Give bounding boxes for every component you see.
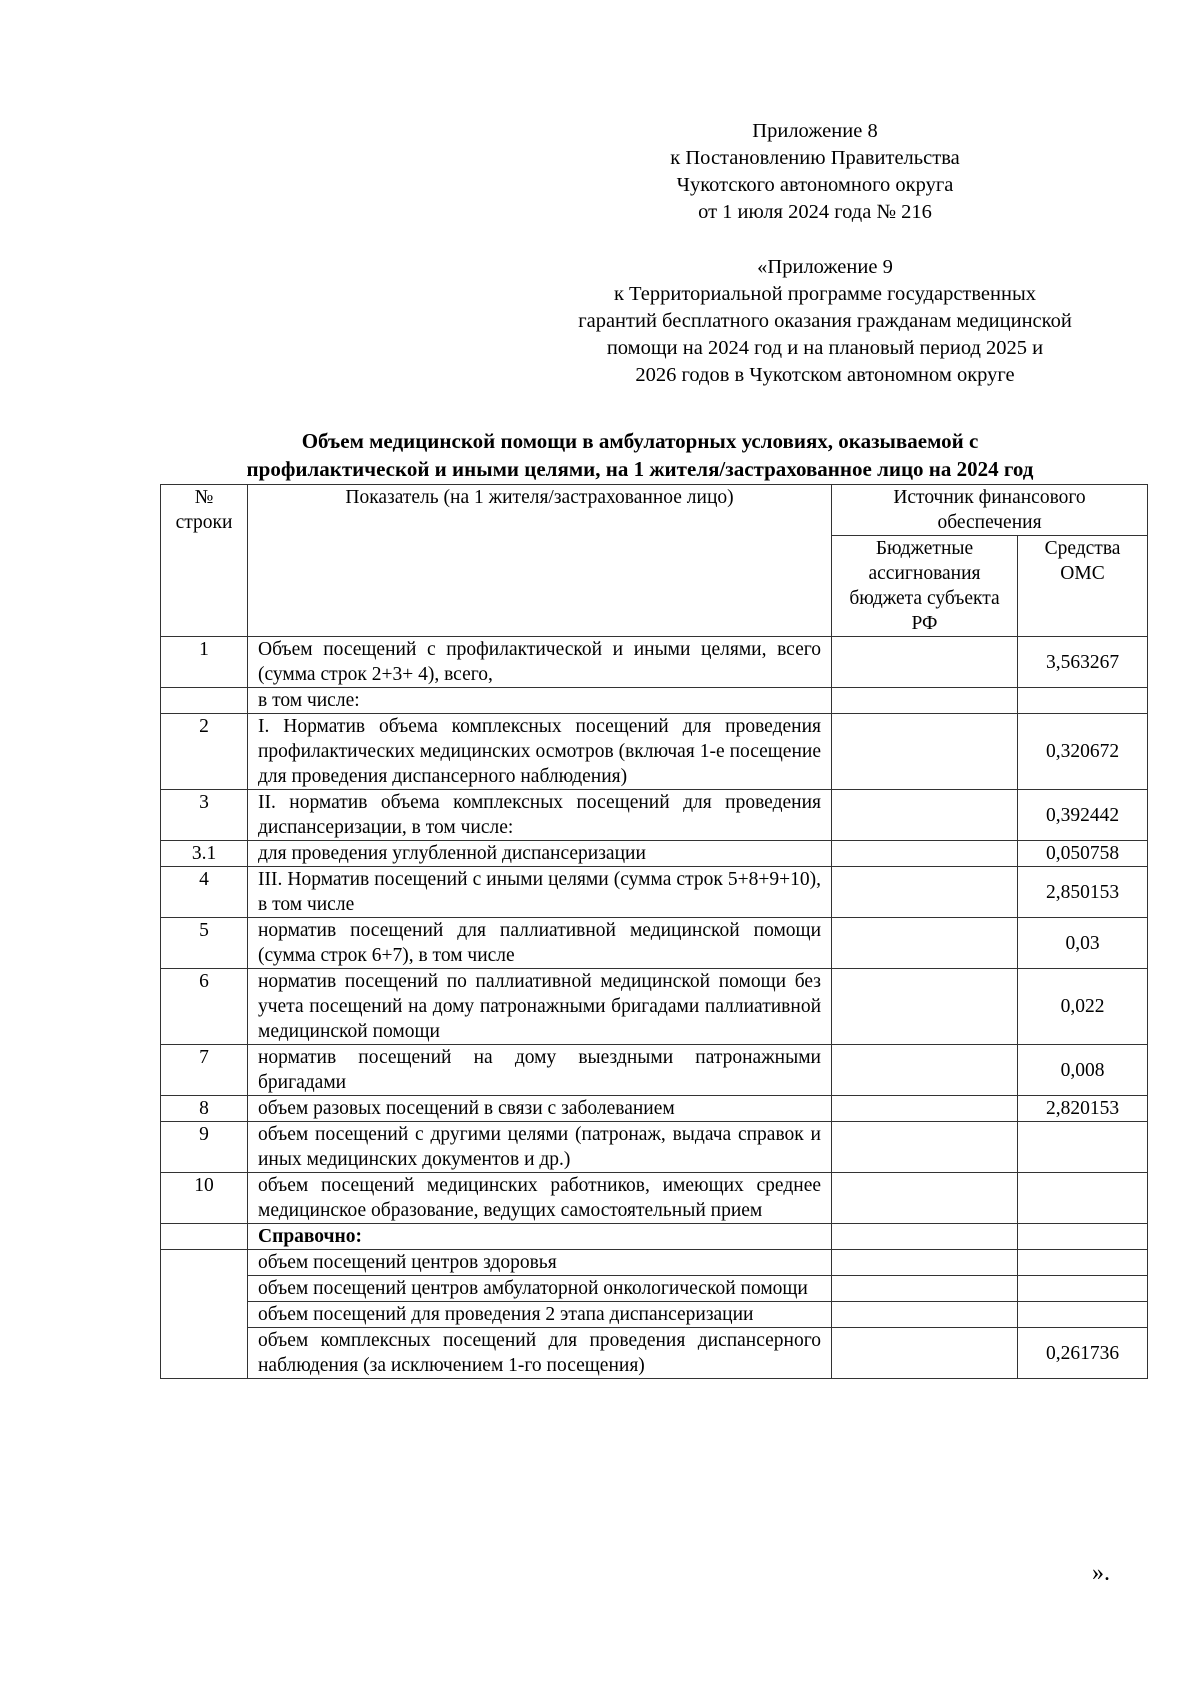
reference-indicator: объем посещений центров амбулаторной онкологической помощи xyxy=(248,1276,832,1302)
row-budget-value xyxy=(832,1096,1018,1122)
reference-oms-value xyxy=(1018,1276,1148,1302)
table-row xyxy=(161,714,1148,790)
row-indicator: объем посещений медицинских работников, имеющих среднее медицинское образование, ведущих самостоятельный прием xyxy=(248,1173,832,1224)
row-indicator: для проведения углубленной диспансеризации xyxy=(248,841,832,867)
row-number-empty xyxy=(161,1224,248,1250)
row-indicator: Объем посещений с профилактической и иными целями, всего (сумма строк 2+3+ 4), всего, xyxy=(248,637,832,688)
row-budget-value xyxy=(832,714,1018,790)
row-number: 5 xyxy=(161,918,248,969)
document-title xyxy=(160,427,1120,483)
row-oms-value xyxy=(1018,1173,1148,1224)
row-budget-value xyxy=(832,790,1018,841)
row-number: 1 xyxy=(161,637,248,688)
table-row xyxy=(161,790,1148,841)
row-number: 3.1 xyxy=(161,841,248,867)
row-budget-value xyxy=(832,867,1018,918)
table-row xyxy=(161,688,1148,714)
row-oms-value: 2,850153 xyxy=(1018,867,1148,918)
reference-indicator: объем посещений для проведения 2 этапа диспансеризации xyxy=(248,1302,832,1328)
closing-quote: ». xyxy=(1092,1560,1110,1586)
table-row xyxy=(161,1173,1148,1224)
row-indicator: норматив посещений для паллиативной медицинской помощи (сумма строк 6+7), в том числе xyxy=(248,918,832,969)
row-oms-value xyxy=(1018,1224,1148,1250)
row-budget-value xyxy=(832,969,1018,1045)
reference-oms-value xyxy=(1018,1250,1148,1276)
header-line: 2026 годов в Чукотском автономном округе xyxy=(635,364,1015,386)
row-indicator: норматив посещений по паллиативной медицинской помощи без учета посещений на дому патронажными бригадами паллиативной медицинской помощи xyxy=(248,969,832,1045)
header-row-number: № строки xyxy=(161,485,248,637)
header-line: Чукотского автономного округа xyxy=(676,174,954,196)
row-indicator: норматив посещений на дому выездными патронажными бригадами xyxy=(248,1045,832,1096)
row-number xyxy=(161,688,248,714)
reference-oms-value xyxy=(1018,1302,1148,1328)
reference-row xyxy=(161,1302,1148,1328)
row-budget-value xyxy=(832,637,1018,688)
reference-indicator: объем посещений центров здоровья xyxy=(248,1250,832,1276)
row-number: 6 xyxy=(161,969,248,1045)
row-indicator: I. Норматив объема комплексных посещений для проведения профилактических медицинских осмотров (включая 1-е посещение для проведения диспансерного наблюдения) xyxy=(248,714,832,790)
reference-row xyxy=(161,1250,1148,1276)
table-row xyxy=(161,918,1148,969)
title-line: Объем медицинской помощи в амбулаторных условиях, оказываемой с xyxy=(301,429,979,453)
row-budget-value xyxy=(832,1122,1018,1173)
row-indicator: III. Норматив посещений с иными целями (сумма строк 5+8+9+10), в том числе xyxy=(248,867,832,918)
row-oms-value xyxy=(1018,688,1148,714)
reference-budget-value xyxy=(832,1250,1018,1276)
header-line: «Приложение 9 xyxy=(757,256,893,278)
table-row xyxy=(161,1096,1148,1122)
header-line: гарантий бесплатного оказания гражданам медицинской xyxy=(578,310,1072,332)
row-number: 3 xyxy=(161,790,248,841)
table-row xyxy=(161,1045,1148,1096)
row-oms-value: 3,563267 xyxy=(1018,637,1148,688)
row-oms-value: 0,03 xyxy=(1018,918,1148,969)
row-number: 8 xyxy=(161,1096,248,1122)
row-indicator: объем разовых посещений в связи с заболеванием xyxy=(248,1096,832,1122)
row-indicator: в том числе: xyxy=(248,688,832,714)
reference-label-row xyxy=(161,1224,1148,1250)
reference-row xyxy=(161,1276,1148,1302)
row-oms-value: 0,392442 xyxy=(1018,790,1148,841)
header-indicator: Показатель (на 1 жителя/застрахованное лицо) xyxy=(248,485,832,637)
row-number: 4 xyxy=(161,867,248,918)
row-budget-value xyxy=(832,841,1018,867)
reference-oms-value: 0,261736 xyxy=(1018,1328,1148,1379)
row-indicator: II. норматив объема комплексных посещений для проведения диспансеризации, в том числе: xyxy=(248,790,832,841)
row-oms-value: 2,820153 xyxy=(1018,1096,1148,1122)
row-oms-value: 0,050758 xyxy=(1018,841,1148,867)
table-row xyxy=(161,867,1148,918)
row-budget-value xyxy=(832,1224,1018,1250)
reference-budget-value xyxy=(832,1328,1018,1379)
row-number: 9 xyxy=(161,1122,248,1173)
row-oms-value: 0,022 xyxy=(1018,969,1148,1045)
header-line: от 1 июля 2024 года № 216 xyxy=(698,201,932,223)
appendix-9-header xyxy=(500,254,1150,389)
row-oms-value xyxy=(1018,1122,1148,1173)
header-budget: Бюджетные ассигнования бюджета субъекта РФ xyxy=(832,536,1018,637)
header-funding-source: Источник финансового обеспечения xyxy=(832,485,1148,536)
header-line: к Территориальной программе государственных xyxy=(613,283,1037,305)
row-budget-value xyxy=(832,1173,1018,1224)
row-number: 10 xyxy=(161,1173,248,1224)
header-row xyxy=(161,485,1148,536)
title-line: профилактической и иными целями, на 1 жителя/застрахованное лицо на 2024 год xyxy=(246,457,1034,481)
reference-budget-value xyxy=(832,1276,1018,1302)
header-line: помощи на 2024 год и на плановый период 2025 и xyxy=(606,337,1044,359)
row-budget-value xyxy=(832,688,1018,714)
row-number: 7 xyxy=(161,1045,248,1096)
row-indicator: объем посещений с другими целями (патронаж, выдача справок и иных медицинских документов и др.) xyxy=(248,1122,832,1173)
reference-label: Справочно: xyxy=(248,1224,832,1250)
header-line: Приложение 8 xyxy=(752,120,878,142)
row-oms-value: 0,320672 xyxy=(1018,714,1148,790)
table-row xyxy=(161,637,1148,688)
reference-number-cell xyxy=(161,1250,248,1379)
reference-budget-value xyxy=(832,1302,1018,1328)
reference-indicator: объем комплексных посещений для проведения диспансерного наблюдения (за исключением 1-го посещения) xyxy=(248,1328,832,1379)
header-line: к Постановлению Правительства xyxy=(670,147,960,169)
table-row xyxy=(161,841,1148,867)
header-oms: Средства ОМС xyxy=(1018,536,1148,637)
reference-row xyxy=(161,1328,1148,1379)
row-number: 2 xyxy=(161,714,248,790)
row-budget-value xyxy=(832,1045,1018,1096)
volume-table xyxy=(160,484,1148,1379)
table-row xyxy=(161,969,1148,1045)
row-budget-value xyxy=(832,918,1018,969)
appendix-8-header xyxy=(600,118,1030,226)
row-oms-value: 0,008 xyxy=(1018,1045,1148,1096)
table-row xyxy=(161,1122,1148,1173)
